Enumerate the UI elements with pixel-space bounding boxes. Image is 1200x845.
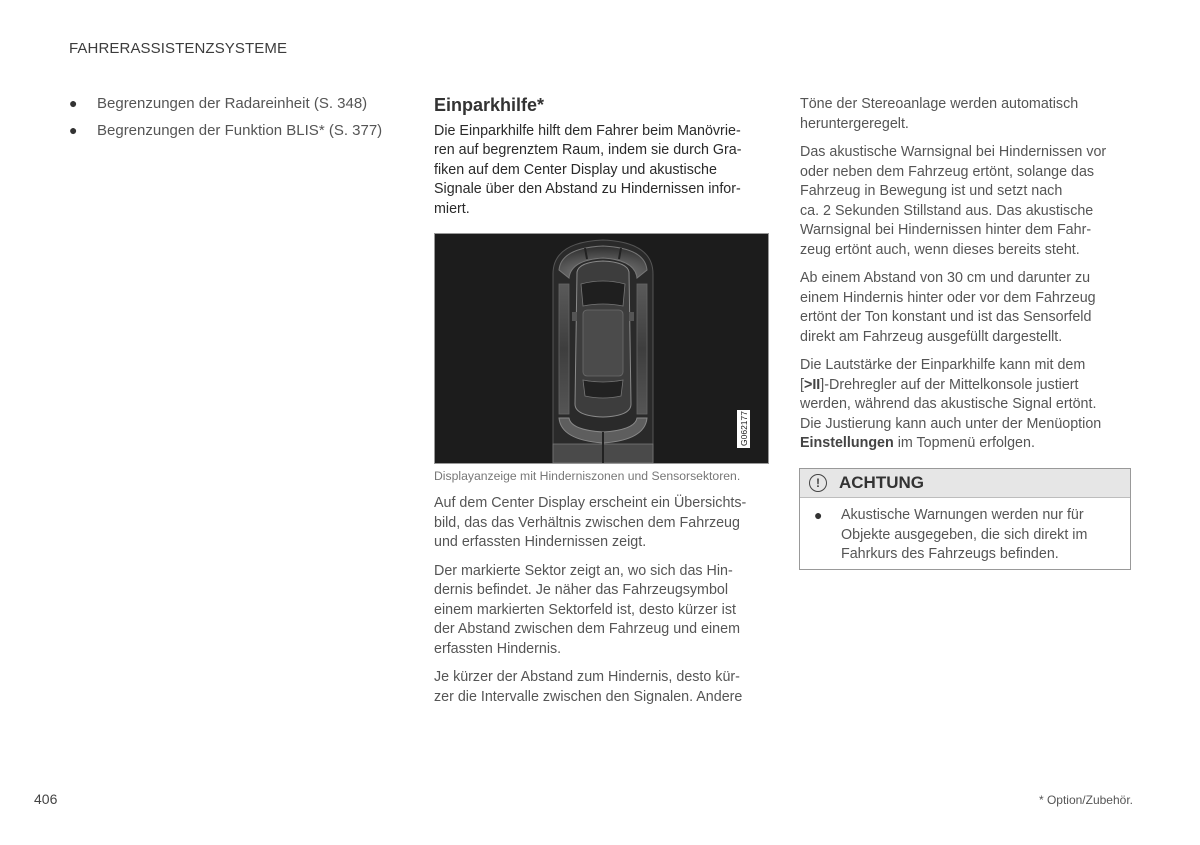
reference-radar-link[interactable]: Begrenzungen der Radareinheit (S. 348) bbox=[97, 95, 368, 112]
info-icon: ! bbox=[809, 474, 827, 492]
page-number: 406 bbox=[34, 791, 58, 807]
left-sensor-sector bbox=[559, 284, 569, 414]
warning-header bbox=[800, 469, 1130, 498]
paragraph: Die Lautstärke der Einparkhilfe kann mit dem [>II]-Drehregler auf der Mittelkonsole justiert werden, während das akustische Signal ertönt. Die Justierung kann auch unter der Menüoption Einstellungen im Topmenü erfolgen. bbox=[800, 357, 1102, 451]
menu-option-name: Einstellungen bbox=[800, 435, 894, 451]
middle-body bbox=[434, 494, 770, 716]
right-column bbox=[800, 95, 1134, 463]
parking-display-figure bbox=[434, 233, 769, 464]
play-pause-symbol: >II bbox=[803, 376, 821, 393]
reference-list bbox=[69, 94, 399, 140]
list-item bbox=[69, 94, 399, 113]
car-symbol bbox=[572, 261, 634, 417]
svg-text:G062177: G062177 bbox=[739, 411, 749, 446]
middle-column bbox=[434, 94, 770, 705]
footnote: * Option/Zubehör. bbox=[1038, 793, 1133, 807]
bullet-icon: ● bbox=[69, 95, 78, 111]
parking-display-illustration bbox=[435, 234, 768, 463]
warning-body: ● Akustische Warnungen werden nur für Objekte ausgegeben, die sich direkt im Fahrkurs des Fahrzeugs befinden. bbox=[814, 507, 1088, 562]
figure-caption: Displayanzeige mit Hinderniszonen und Sensorsektoren. bbox=[434, 469, 741, 483]
paragraph: Ab einem Abstand von 30 cm und darunter zu einem Hindernis hinter oder vor dem Fahrzeug ertönt der Ton konstant und ist das Sensorfeld direkt am Fahrzeug ausgefüllt dargestellt. bbox=[800, 270, 1096, 345]
reference-blis-link[interactable]: Begrenzungen der Funktion BLIS* (S. 377) bbox=[97, 122, 383, 139]
warning-title: ACHTUNG bbox=[839, 473, 924, 492]
left-column bbox=[69, 94, 399, 148]
paragraph: Auf dem Center Display erscheint ein Übersichts- bild, das das Verhältnis zwischen dem Fahrzeug und erfassten Hindernissen zeigt. bbox=[434, 495, 747, 550]
bullet-icon: ● bbox=[814, 507, 823, 523]
figure-code-label bbox=[737, 410, 750, 448]
right-sensor-sector bbox=[637, 284, 647, 414]
section-header: FAHRERASSISTENZSYSTEME bbox=[69, 40, 288, 57]
paragraph: Der markierte Sektor zeigt an, wo sich das Hin- dernis befindet. Je näher das Fahrzeugsymbol einem markierten Sektorfeld ist, desto kürzer ist der Abstand zwischen dem Fahrzeug und einem erfassten Hindernis. bbox=[434, 562, 740, 657]
section-heading: Einparkhilfe* bbox=[434, 95, 545, 115]
intro-paragraph: Die Einparkhilfe hilft dem Fahrer beim Manövrie- ren auf begrenztem Raum, indem sie durch Gra- fiken auf dem Center Display und akustische Signale über den Abstand zu Hindernissen infor- miert. bbox=[434, 123, 742, 217]
paragraph: Das akustische Warnsignal bei Hindernissen vor oder neben dem Fahrzeug ertönt, solange das Fahrzeug in Bewegung ist und setzt nach ca. 2 Sekunden Stillstand aus. Das akustische Warnsignal bei Hindernissen hinter dem Fahr- zeug ertönt auch, wenn dieses bereits steht. bbox=[800, 144, 1107, 258]
warning-box bbox=[799, 468, 1131, 570]
list-item bbox=[69, 121, 399, 140]
bullet-icon: ● bbox=[69, 122, 78, 138]
paragraph: Töne der Stereoanlage werden automatisch heruntergeregelt. bbox=[800, 96, 1079, 132]
paragraph: Je kürzer der Abstand zum Hindernis, desto kür- zer die Intervalle zwischen den Signalen. Andere bbox=[434, 669, 743, 705]
